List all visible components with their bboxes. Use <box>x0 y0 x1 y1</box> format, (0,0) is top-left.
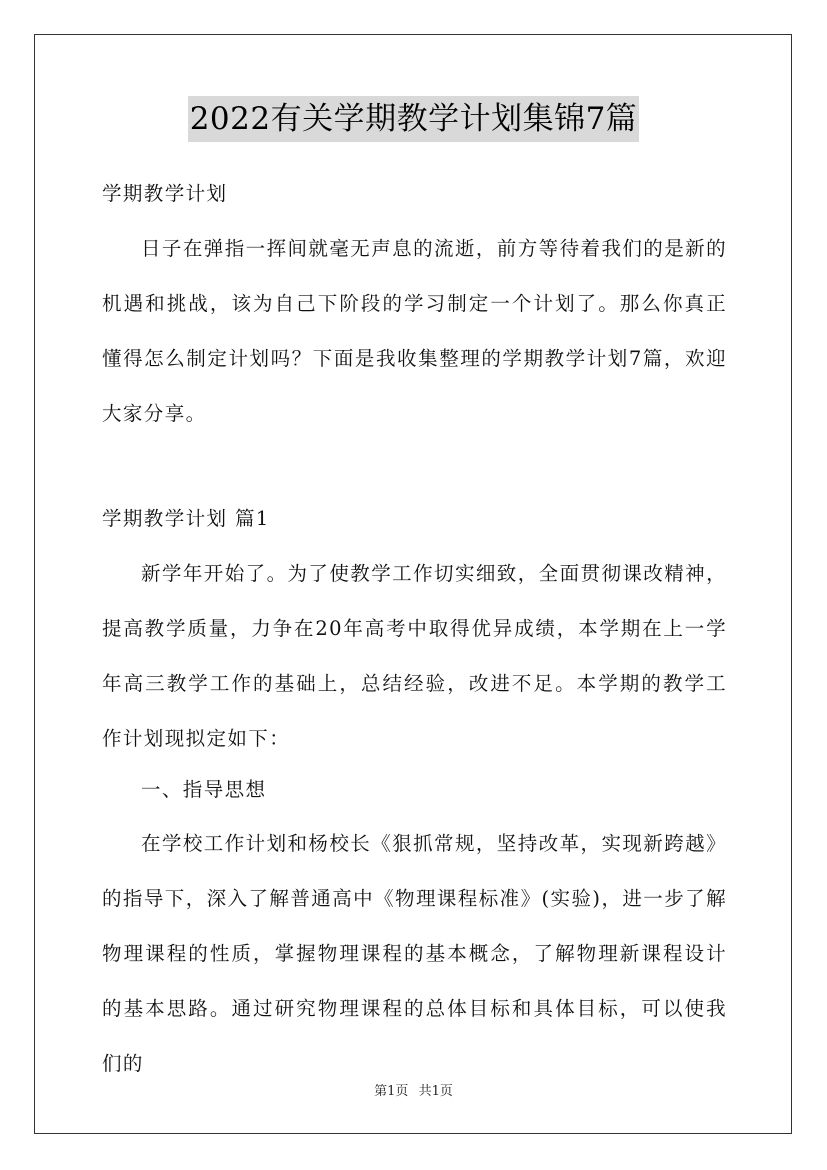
page-total: 共1页 <box>418 1084 453 1099</box>
body-paragraph-2: 在学校工作计划和杨校长《狠抓常规，坚持改革，实现新跨越》的指导下，深入了解普通高中《物理课程标准》(实验)，进一步了解物理课程的性质，掌握物理课程的基本概念，了解物理新课程设计的基本思路。通过研究物理课程的总体目标和具体目标，可以使我们的 <box>102 832 727 1075</box>
intro-paragraph: 日子在弹指一挥间就毫无声息的流逝，前方等待着我们的是新的机遇和挑战，该为自己下阶段的学习制定一个计划了。那么你真正懂得怎么制定计划吗？下面是我收集整理的学期教学计划7篇，欢迎大家分享。 <box>102 237 727 425</box>
page-footer <box>0 1082 827 1102</box>
document-title: 2022有关学期教学计划集锦7篇 <box>188 96 640 142</box>
article-heading: 学期教学计划 篇1 <box>102 507 270 530</box>
subheading-guiding-ideology: 一、指导思想 <box>141 778 267 801</box>
title-container <box>0 96 827 142</box>
page-number: 第1页 <box>374 1084 409 1099</box>
section-heading: 学期教学计划 <box>102 182 228 205</box>
body-paragraph-1: 新学年开始了。为了使教学工作切实细致，全面贯彻课改精神，提高教学质量，力争在20年高考中取得优异成绩，本学期在上一学年高三教学工作的基础上，总结经验，改进不足。本学期的教学工作计划现拟定如下： <box>102 562 727 750</box>
